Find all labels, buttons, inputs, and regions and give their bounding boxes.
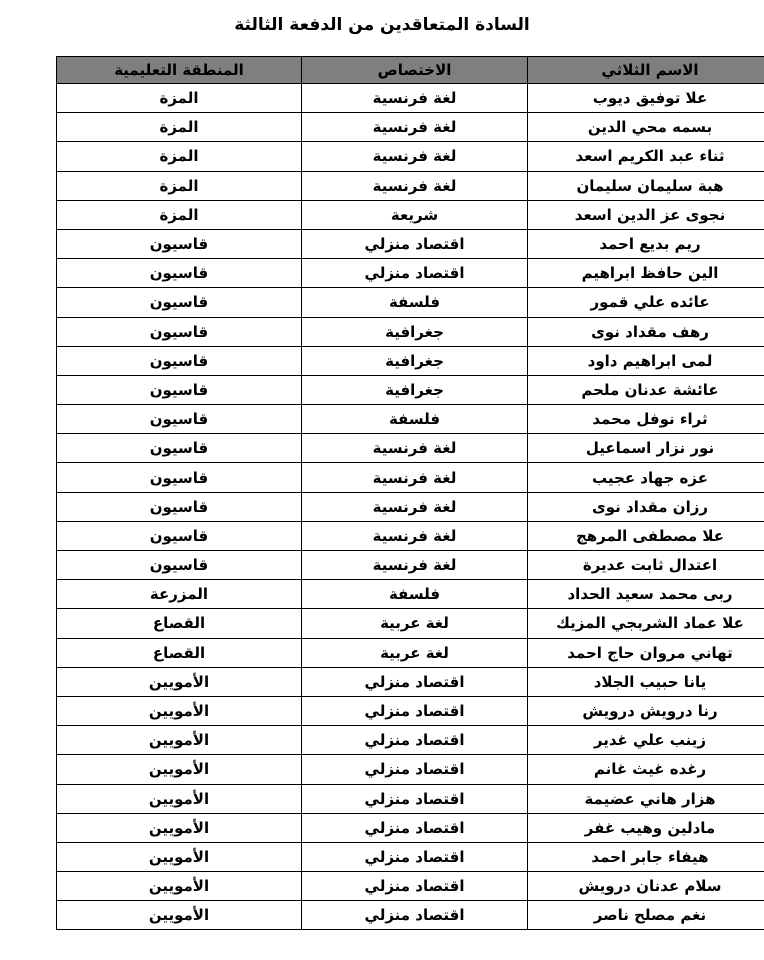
cell-name: رنا درويش درويش (528, 696, 764, 725)
cell-region: المزة (57, 200, 302, 229)
table-row (57, 288, 764, 317)
cell-name: رغده غيث غانم (528, 755, 764, 784)
cell-name: عائشة عدنان ملحم (528, 375, 764, 404)
table-row (57, 142, 764, 171)
cell-specialty: جغرافية (302, 346, 528, 375)
cell-region: قاسيون (57, 521, 302, 550)
cell-name: زينب علي غدير (528, 726, 764, 755)
cell-region: قاسيون (57, 463, 302, 492)
table-row (57, 784, 764, 813)
cell-specialty: اقتصاد منزلي (302, 259, 528, 288)
table-row (57, 259, 764, 288)
table-row (57, 755, 764, 784)
table-row (57, 872, 764, 901)
table-row (57, 726, 764, 755)
cell-name: علا توفيق ديوب (528, 84, 764, 113)
table-row (57, 200, 764, 229)
table-row (57, 901, 764, 930)
cell-specialty: جغرافية (302, 375, 528, 404)
cell-region: قاسيون (57, 434, 302, 463)
table-row (57, 434, 764, 463)
cell-specialty: لغة فرنسية (302, 492, 528, 521)
cell-region: قاسيون (57, 551, 302, 580)
table-row (57, 609, 764, 638)
cell-region: قاسيون (57, 405, 302, 434)
cell-region: المزة (57, 142, 302, 171)
cell-name: الين حافظ ابراهيم (528, 259, 764, 288)
cell-specialty: لغة فرنسية (302, 113, 528, 142)
cell-name: بسمه محي الدين (528, 113, 764, 142)
contractors-table (56, 56, 764, 930)
table-row (57, 842, 764, 871)
cell-region: الأمويين (57, 842, 302, 871)
cell-name: ثناء عبد الكريم اسعد (528, 142, 764, 171)
cell-name: عائده علي قمور (528, 288, 764, 317)
header-specialty: الاختصاص (302, 57, 528, 84)
cell-region: قاسيون (57, 492, 302, 521)
cell-region: المزرعة (57, 580, 302, 609)
cell-specialty: اقتصاد منزلي (302, 872, 528, 901)
cell-specialty: شريعة (302, 200, 528, 229)
table-row (57, 84, 764, 113)
table-header (57, 57, 764, 84)
table-row (57, 638, 764, 667)
cell-name: نور نزار اسماعيل (528, 434, 764, 463)
cell-region: الأمويين (57, 872, 302, 901)
cell-name: عزه جهاد عجيب (528, 463, 764, 492)
cell-specialty: اقتصاد منزلي (302, 813, 528, 842)
cell-specialty: فلسفة (302, 580, 528, 609)
cell-region: قاسيون (57, 288, 302, 317)
table-row (57, 229, 764, 258)
table-row (57, 521, 764, 550)
header-name: الاسم الثلاثي (528, 57, 764, 84)
cell-specialty: اقتصاد منزلي (302, 667, 528, 696)
cell-specialty: لغة فرنسية (302, 463, 528, 492)
cell-name: سلام عدنان درويش (528, 872, 764, 901)
cell-name: اعتدال ثابت عديرة (528, 551, 764, 580)
cell-region: الأمويين (57, 901, 302, 930)
cell-specialty: لغة فرنسية (302, 551, 528, 580)
cell-region: الأمويين (57, 726, 302, 755)
cell-region: القصاع (57, 638, 302, 667)
cell-name: نغم مصلح ناصر (528, 901, 764, 930)
cell-region: القصاع (57, 609, 302, 638)
table-row (57, 667, 764, 696)
table-row (57, 346, 764, 375)
cell-specialty: فلسفة (302, 405, 528, 434)
table-row (57, 405, 764, 434)
cell-name: لمى ابراهيم داود (528, 346, 764, 375)
cell-specialty: اقتصاد منزلي (302, 229, 528, 258)
cell-specialty: اقتصاد منزلي (302, 784, 528, 813)
cell-region: الأمويين (57, 755, 302, 784)
table-row (57, 113, 764, 142)
cell-region: المزة (57, 171, 302, 200)
cell-specialty: لغة عربية (302, 638, 528, 667)
cell-region: الأمويين (57, 696, 302, 725)
table-row (57, 492, 764, 521)
cell-name: ربى محمد سعيد الحداد (528, 580, 764, 609)
cell-region: المزة (57, 113, 302, 142)
document-title: السادة المتعاقدين من الدفعة الثالثة (234, 15, 530, 35)
cell-name: مادلين وهيب غفر (528, 813, 764, 842)
table-row (57, 171, 764, 200)
cell-name: هيفاء جابر احمد (528, 842, 764, 871)
cell-name: رزان مقداد نوى (528, 492, 764, 521)
cell-specialty: لغة فرنسية (302, 434, 528, 463)
cell-name: علا عماد الشربجي المزيك (528, 609, 764, 638)
cell-name: رهف مقداد نوى (528, 317, 764, 346)
cell-specialty: لغة فرنسية (302, 142, 528, 171)
cell-specialty: لغة فرنسية (302, 521, 528, 550)
cell-region: قاسيون (57, 375, 302, 404)
cell-specialty: لغة عربية (302, 609, 528, 638)
cell-region: قاسيون (57, 346, 302, 375)
cell-specialty: لغة فرنسية (302, 84, 528, 113)
table-row (57, 813, 764, 842)
cell-specialty: جغرافية (302, 317, 528, 346)
cell-region: المزة (57, 84, 302, 113)
cell-region: الأمويين (57, 813, 302, 842)
cell-name: علا مصطفى المرهج (528, 521, 764, 550)
cell-specialty: اقتصاد منزلي (302, 726, 528, 755)
cell-specialty: اقتصاد منزلي (302, 755, 528, 784)
cell-name: ريم بديع احمد (528, 229, 764, 258)
table-body (57, 84, 764, 930)
cell-name: يانا حبيب الجلاد (528, 667, 764, 696)
table-row (57, 551, 764, 580)
table-row (57, 696, 764, 725)
cell-name: ثراء نوفل محمد (528, 405, 764, 434)
cell-specialty: اقتصاد منزلي (302, 842, 528, 871)
cell-specialty: اقتصاد منزلي (302, 696, 528, 725)
cell-name: هزار هاني عضيمة (528, 784, 764, 813)
cell-region: الأمويين (57, 784, 302, 813)
cell-region: قاسيون (57, 229, 302, 258)
cell-region: الأمويين (57, 667, 302, 696)
cell-specialty: فلسفة (302, 288, 528, 317)
cell-region: قاسيون (57, 317, 302, 346)
cell-name: نجوى عز الدين اسعد (528, 200, 764, 229)
header-row (57, 57, 764, 84)
cell-specialty: لغة فرنسية (302, 171, 528, 200)
cell-name: هبة سليمان سليمان (528, 171, 764, 200)
table-row (57, 317, 764, 346)
table-row (57, 580, 764, 609)
cell-specialty: اقتصاد منزلي (302, 901, 528, 930)
table-row (57, 375, 764, 404)
header-region: المنطقة التعليمية (57, 57, 302, 84)
cell-name: تهاني مروان حاج احمد (528, 638, 764, 667)
table-row (57, 463, 764, 492)
cell-region: قاسيون (57, 259, 302, 288)
